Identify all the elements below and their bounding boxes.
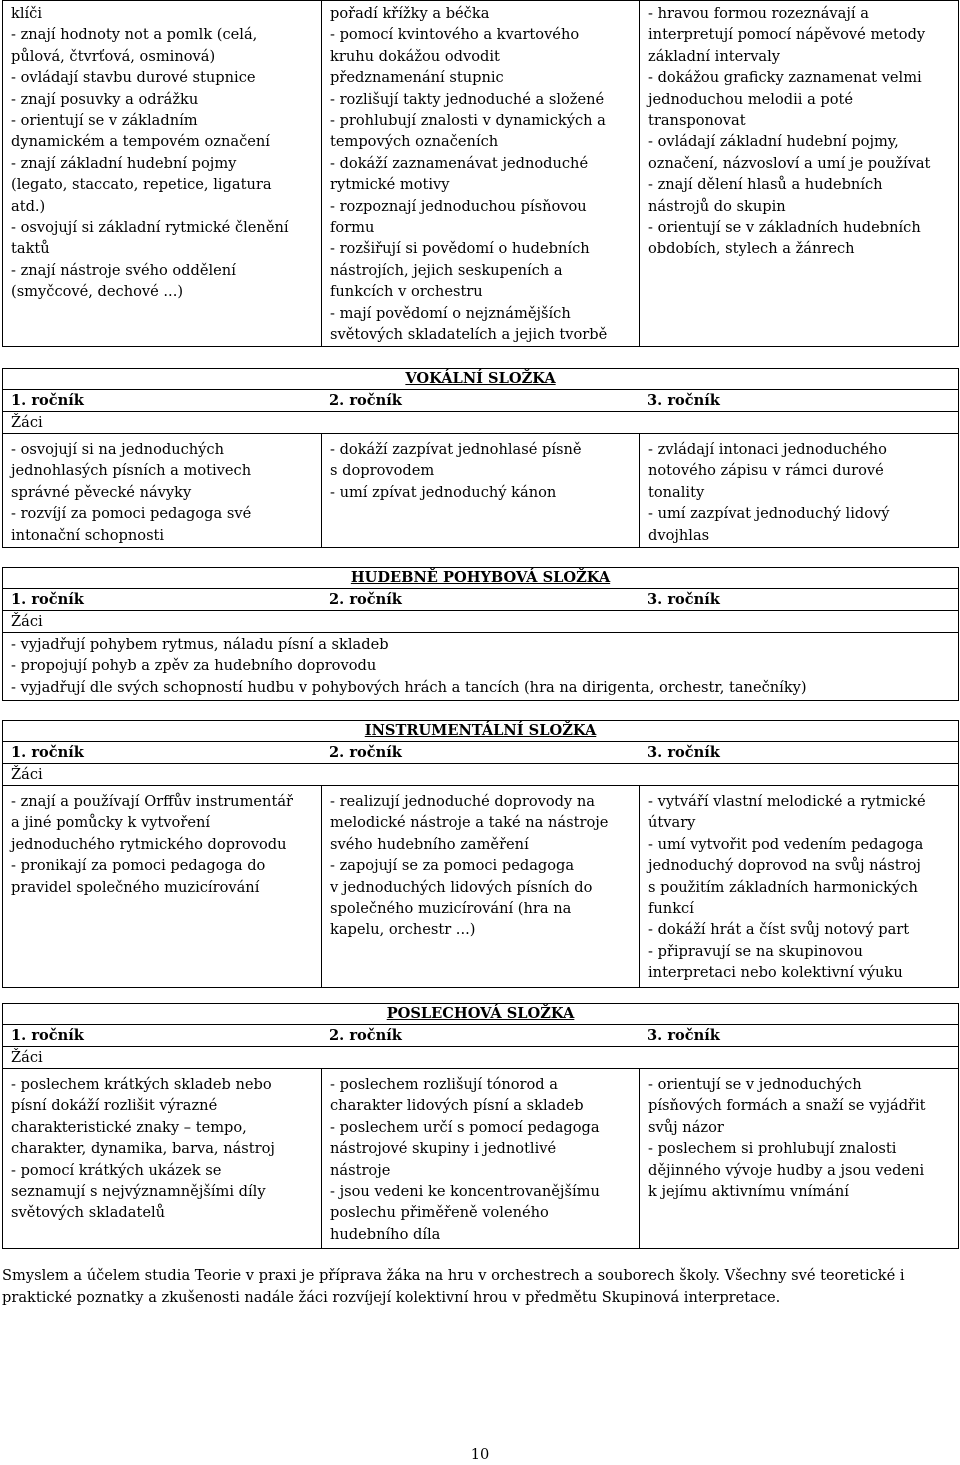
text-line: funkcí <box>648 900 694 918</box>
text-line: označení, názvosloví a umí je používat <box>648 154 931 172</box>
listening-col-3 <box>640 1069 959 1249</box>
instrumental-table <box>2 720 959 988</box>
text-line: k jejímu aktivnímu vnímání <box>648 1183 849 1201</box>
instrumental-col-3 <box>640 786 959 988</box>
text-line: - jsou vedeni ke koncentrovanějšímu <box>330 1183 600 1201</box>
listening-year-row <box>3 1025 959 1047</box>
text-line: charakter lidových písní a skladeb <box>330 1097 584 1115</box>
year-3-label: 3. ročník <box>647 591 720 608</box>
text-line: - vytváří vlastní melodické a rytmické <box>648 793 926 810</box>
text-line: útvary <box>648 814 696 832</box>
year-2-label: 2. ročník <box>329 591 402 608</box>
text-line: - znají nástroje svého oddělení <box>11 261 236 279</box>
text-line: - připravují se na skupinovou <box>648 942 863 960</box>
text-line: a jiné pomůcky k vytvoření <box>11 814 211 832</box>
text-line: rytmické motivy <box>330 176 450 194</box>
text-line: charakteristické znaky – tempo, <box>11 1118 247 1136</box>
text-line: - pomocí kvintového a kvartového <box>330 26 580 44</box>
text-line: nástrojů do skupin <box>648 197 786 215</box>
text-line: - znají posuvky a odrážku <box>11 90 199 108</box>
year-3-label: 3. ročník <box>647 744 720 761</box>
text-line: jednoduchý doprovod na svůj nástroj <box>648 857 921 875</box>
text-line: kruhu dokážou odvodit <box>330 47 500 65</box>
text-line: dvojhlas <box>648 526 710 544</box>
text-line: kapelu, orchestr ...) <box>330 921 476 939</box>
text-line: - poslechem krátkých skladeb nebo <box>11 1076 272 1093</box>
text-line: pravidel společného muzicírování <box>11 878 260 896</box>
text-line: - poslechem rozlišují tónorod a <box>330 1076 558 1093</box>
text-line: světových skladatelů <box>11 1204 166 1222</box>
top-col-2 <box>322 1 640 347</box>
vocal-title: VOKÁLNÍ SLOŽKA <box>3 369 959 390</box>
text-line: písňových formách a snaží se vyjádřit <box>648 1097 926 1115</box>
text-line: svého hudebního zaměření <box>330 835 529 853</box>
year-1-label: 1. ročník <box>11 1027 84 1044</box>
year-2-label: 2. ročník <box>329 1027 402 1044</box>
top-col-3 <box>640 1 959 347</box>
text-line: svůj názor <box>648 1118 724 1136</box>
text-line: - umí zpívat jednoduchý kánon <box>330 483 557 501</box>
text-line: - mají povědomí o nejznámějších <box>330 304 571 322</box>
text-line: - ovládají základní hudební pojmy, <box>648 133 899 151</box>
text-line: - znají dělení hlasů a hudebních <box>648 176 883 194</box>
text-line: - ovládají stavbu durové stupnice <box>11 69 256 87</box>
text-line: - rozvíjí za pomoci pedagoga své <box>11 505 252 523</box>
text-line: hudebního díla <box>330 1225 441 1243</box>
year-1-label: 1. ročník <box>11 591 84 608</box>
top-row <box>3 1 959 347</box>
text-line: notového zápisu v rámci durové <box>648 462 884 480</box>
text-line: světových skladatelích a jejich tvorbě <box>330 326 608 344</box>
text-line: - znají základní hudební pojmy <box>11 154 237 172</box>
movement-body <box>3 633 959 701</box>
text-line: půlová, čtvrťová, osminová) <box>11 47 216 65</box>
text-line: - dokáží zazpívat jednohlasé písně <box>330 441 582 458</box>
year-3-label: 3. ročník <box>647 1027 720 1044</box>
vocal-col-2 <box>322 434 640 548</box>
movement-year-row <box>3 589 959 611</box>
text-line: intonační schopnosti <box>11 526 165 544</box>
text-line: - zvládají intonaci jednoduchého <box>648 441 887 458</box>
listening-col-2 <box>322 1069 640 1249</box>
text-line: taktů <box>11 240 50 258</box>
text-line: v jednoduchých lidových písních do <box>330 878 593 896</box>
text-line: pořadí křížky a béčka <box>330 5 490 22</box>
text-line: jednoduchého rytmického doprovodu <box>11 835 287 853</box>
text-line: nástroje <box>330 1161 391 1179</box>
year-2-label: 2. ročník <box>329 744 402 761</box>
text-line: - pronikají za pomoci pedagoga do <box>11 857 266 875</box>
text-line: tonality <box>648 483 705 501</box>
pupils-label: Žáci <box>3 412 959 434</box>
closing-line-1: Smyslem a účelem studia Teorie v praxi je příprava žáka na hru v orchestrech a souborech školy. Všechny své teoretické i <box>2 1267 905 1284</box>
text-line: - zapojují se za pomoci pedagoga <box>330 857 575 875</box>
text-line: (smyčcové, dechové ...) <box>11 283 184 301</box>
text-line: klíči <box>11 5 43 22</box>
text-line: - propojují pohyb a zpěv za hudebního doprovodu <box>11 657 377 675</box>
text-line: - vyjadřují dle svých schopností hudbu v pohybových hrách a tancích (hra na dirigenta, orchestr, tanečníky) <box>11 678 807 696</box>
text-line: - osvojují si na jednoduchých <box>11 441 224 458</box>
movement-table <box>2 567 959 701</box>
listening-title: POSLECHOVÁ SLOŽKA <box>3 1004 959 1025</box>
vocal-col-3 <box>640 434 959 548</box>
text-line: - rozpoznají jednoduchou písňovou <box>330 197 587 215</box>
closing-line-2: praktické poznatky a zkušenosti nadále žáci rozvíjejí kolektivní hrou v předmětu Skupinová interpretace. <box>2 1289 781 1306</box>
text-line: - umí zazpívat jednoduchý lidový <box>648 505 890 523</box>
text-line: formu <box>330 219 375 237</box>
year-3-label: 3. ročník <box>647 392 720 409</box>
text-line: nástrojové skupiny i jednotlivé <box>330 1140 557 1158</box>
text-line: - znají a používají Orffův instrumentář <box>11 793 293 810</box>
text-line: dějinného vývoje hudby a jsou vedeni <box>648 1161 925 1179</box>
closing-paragraph <box>2 1265 958 1309</box>
text-line: - umí vytvořit pod vedením pedagoga <box>648 835 924 853</box>
text-line: - poslechem určí s pomocí pedagoga <box>330 1118 600 1136</box>
text-line: s doprovodem <box>330 462 435 480</box>
text-line: charakter, dynamika, barva, nástroj <box>11 1140 275 1158</box>
text-line: dynamickém a tempovém označení <box>11 133 270 151</box>
pupils-label: Žáci <box>3 611 959 633</box>
top-table <box>2 0 959 347</box>
pupils-label: Žáci <box>3 1047 959 1069</box>
text-line: - dokáží zaznamenávat jednoduché <box>330 154 589 172</box>
pupils-label: Žáci <box>3 764 959 786</box>
text-line: - orientují se v základních hudebních <box>648 219 921 237</box>
listening-table <box>2 1003 959 1249</box>
year-1-label: 1. ročník <box>11 744 84 761</box>
text-line: - hravou formou rozeznávají a <box>648 5 869 22</box>
text-line: správné pěvecké návyky <box>11 483 192 501</box>
text-line: - dokážou graficky zaznamenat velmi <box>648 69 922 87</box>
instrumental-title: INSTRUMENTÁLNÍ SLOŽKA <box>3 721 959 742</box>
text-line: - znají hodnoty not a pomlk (celá, <box>11 26 258 44</box>
instrumental-col-2 <box>322 786 640 988</box>
listening-col-1 <box>3 1069 322 1249</box>
text-line: jednohlasých písních a motivech <box>11 462 252 480</box>
text-line: - rozšiřují si povědomí o hudebních <box>330 240 590 258</box>
top-col-1 <box>3 1 322 347</box>
text-line: - rozlišují takty jednoduché a složené <box>330 90 605 108</box>
text-line: (legato, staccato, repetice, ligatura <box>11 176 272 194</box>
instrumental-year-row <box>3 742 959 764</box>
text-line: poslechu přiměřeně volenéhо <box>330 1204 549 1222</box>
year-1-label: 1. ročník <box>11 392 84 409</box>
text-line: interpretují pomocí nápěvové metody <box>648 26 926 44</box>
text-line: - prohlubují znalosti v dynamických a <box>330 112 606 130</box>
text-line: - realizují jednoduché doprovody na <box>330 793 596 810</box>
vocal-table <box>2 368 959 548</box>
text-line: - osvojují si základní rytmické členění <box>11 219 289 237</box>
page-number: 10 <box>470 1446 490 1463</box>
text-line: - vyjadřují pohybem rytmus, náladu písní a skladeb <box>11 636 389 653</box>
year-2-label: 2. ročník <box>329 392 402 409</box>
text-line: obdobích, stylech a žánrech <box>648 240 855 258</box>
text-line: atd.) <box>11 197 46 215</box>
text-line: společného muzicírování (hra na <box>330 900 572 918</box>
text-line: - orientují se v jednoduchých <box>648 1076 862 1093</box>
text-line: nástrojích, jejich seskupeních a <box>330 261 563 279</box>
vocal-year-row <box>3 390 959 412</box>
text-line: písní dokáží rozlišit výrazné <box>11 1097 218 1115</box>
text-line: základní intervaly <box>648 47 781 65</box>
text-line: tempových označeních <box>330 133 499 151</box>
text-line: jednoduchou melodii a poté <box>648 90 854 108</box>
text-line: transponovat <box>648 112 746 130</box>
text-line: interpretaci nebo kolektivní výuku <box>648 964 903 982</box>
text-line: seznamují s nejvýznamnějšími díly <box>11 1183 266 1201</box>
text-line: - pomocí krátkých ukázek se <box>11 1161 222 1179</box>
vocal-col-1 <box>3 434 322 548</box>
instrumental-col-1 <box>3 786 322 988</box>
text-line: - orientují se v základním <box>11 112 198 130</box>
text-line: - dokáží hrát a číst svůj notový part <box>648 921 910 939</box>
movement-title: HUDEBNĚ POHYBOVÁ SLOŽKA <box>3 568 959 589</box>
text-line: - poslechem si prohlubují znalosti <box>648 1140 897 1158</box>
text-line: melodické nástroje a také na nástroje <box>330 814 609 832</box>
text-line: s použitím základních harmonických <box>648 878 918 896</box>
text-line: předznamenání stupnic <box>330 69 504 87</box>
text-line: funkcích v orchestru <box>330 283 483 301</box>
